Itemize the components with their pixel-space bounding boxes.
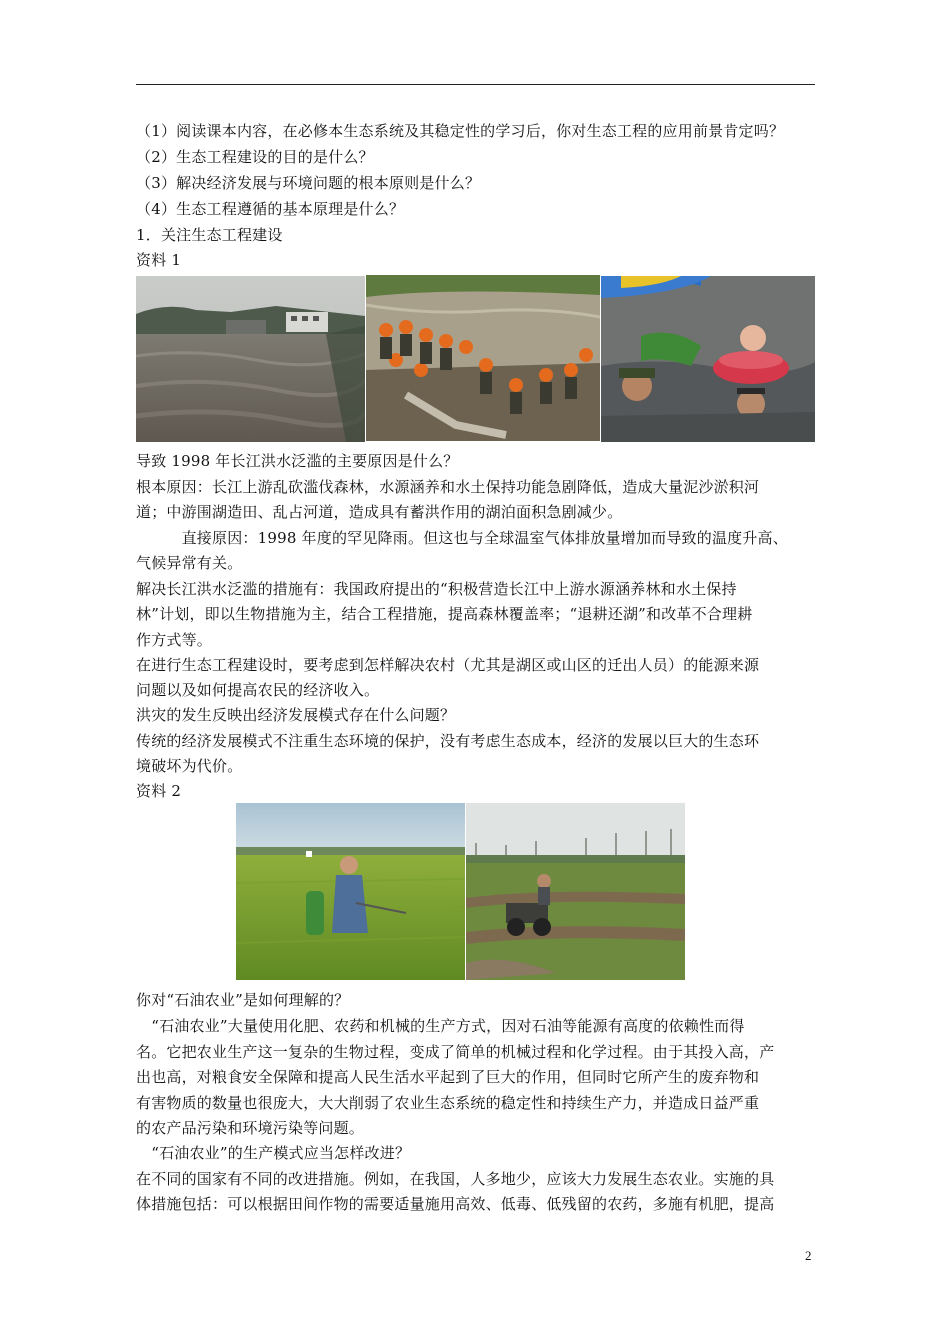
text-line: 的农产品污染和环境污染等问题。	[136, 1119, 365, 1137]
text-line: 问题以及如何提高农民的经济收入。	[136, 681, 380, 699]
farmer-spraying-photo	[236, 803, 465, 980]
text-line: 解决长江洪水泛滥的措施有：我国政府提出的“积极营造长江中上游水源涵养林和水土保持	[136, 580, 737, 598]
text-line: 在不同的国家有不同的改进措施。例如，在我国，人多地少，应该大力发展生态农业。实施的具	[136, 1170, 775, 1188]
question-2: （2）生态工程建设的目的是什么？	[136, 148, 374, 166]
question-4: （4）生态工程遵循的基本原理是什么？	[136, 200, 405, 218]
text-line: 直接原因：1998 年度的罕见降雨。但这也与全球温室气体排放量增加而导致的温度升高、	[136, 529, 788, 547]
text-line: 名。它把农业生产这一复杂的生物过程，变成了简单的机械过程和化学过程。由于其投入高，产	[136, 1043, 775, 1061]
flood-baby-rescue-photo	[601, 276, 815, 442]
text-line: 导致 1998 年长江洪水泛滥的主要原因是什么？	[136, 452, 459, 470]
material-2-label: 资料 2	[136, 782, 182, 800]
text-line: “石油农业”大量使用化肥、农药和机械的生产方式，因对石油等能源有高度的依赖性而得	[136, 1017, 745, 1035]
text-line: 作方式等。	[136, 631, 213, 649]
flood-river-photo	[136, 276, 365, 442]
text-line: 林”计划，即以生物措施为主，结合工程措施，提高森林覆盖率；“退耕还湖”和改革不合理耕	[136, 605, 753, 623]
header-rule	[136, 84, 815, 85]
text-line: “石油农业”的生产模式应当怎样改进？	[136, 1144, 411, 1162]
text-line: 你对“石油农业”是如何理解的？	[136, 991, 350, 1009]
section-title: 1．关注生态工程建设	[136, 226, 283, 244]
text-line: 根本原因：长江上游乱砍滥伐森林，水源涵养和水土保持功能急剧降低，造成大量泥沙淤积河	[136, 478, 760, 496]
text-line: 洪灾的发生反映出经济发展模式存在什么问题？	[136, 706, 456, 724]
text-line: 在进行生态工程建设时，要考虑到怎样解决农村（尤其是湖区或山区的迁出人员）的能源来源	[136, 656, 760, 674]
question-1: （1）阅读课本内容，在必修本生态系统及其稳定性的学习后，你对生态工程的应用前景肯定吗？	[136, 122, 785, 140]
text-line: 气候异常有关。	[136, 554, 243, 572]
text-line: 有害物质的数量也很庞大，大大削弱了农业生态系统的稳定性和持续生产力，并造成日益严重	[136, 1094, 760, 1112]
tractor-plowing-photo	[466, 803, 685, 980]
question-3: （3）解决经济发展与环境问题的根本原则是什么？	[136, 174, 481, 192]
text-line: 传统的经济发展模式不注重生态环境的保护，没有考虑生态成本，经济的发展以巨大的生态环	[136, 732, 760, 750]
page-number: 2	[805, 1248, 812, 1263]
text-line: 出也高，对粮食安全保障和提高人民生活水平起到了巨大的作用，但同时它所产生的废弃物和	[136, 1068, 760, 1086]
text-line: 体措施包括：可以根据田间作物的需要适量施用高效、低毒、低残留的农药，多施有机肥，提高	[136, 1195, 775, 1213]
material-1-label: 资料 1	[136, 251, 182, 269]
text-line: 道；中游围湖造田、乱占河道，造成具有蓄洪作用的湖泊面积急剧减少。	[136, 503, 623, 521]
flood-rescue-soldiers-photo	[366, 275, 600, 441]
text-line: 境破坏为代价。	[136, 757, 243, 775]
